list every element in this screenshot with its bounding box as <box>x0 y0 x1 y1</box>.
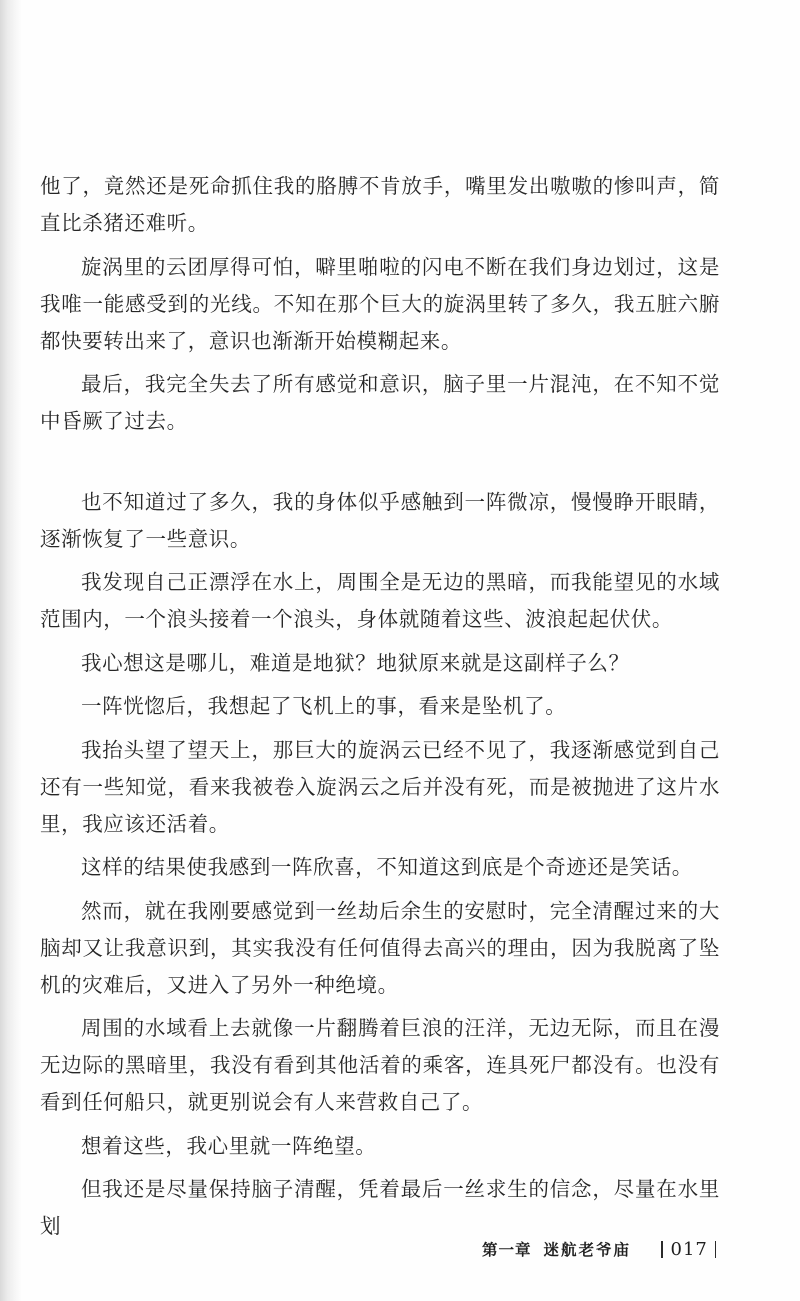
footer-divider-right <box>715 1241 717 1258</box>
page-gutter-shadow <box>0 0 22 1301</box>
paragraph-8: 我抬头望了望天上，那巨大的旋涡云已经不见了，我逐渐感觉到自己还有一些知觉，看来我被卷入旋涡云之后并没有死，而是被抛进了这片水里，我应该还活着。 <box>40 737 720 836</box>
paragraph-13: 但我还是尽量保持脑子清醒，凭着最后一丝求生的信念，尽量在水里划 <box>40 1177 720 1238</box>
section-break <box>40 447 720 484</box>
paragraph-7: 一阵恍惚后，我想起了飞机上的事，看来是坠机了。 <box>81 694 567 718</box>
page-number: 017 <box>670 1238 708 1260</box>
paragraph-5: 我发现自己正漂浮在水上，周围全是无边的黑暗，而我能望见的水域范围内，一个浪头接着一个浪头，身体就随着这些、波浪起起伏伏。 <box>40 570 720 631</box>
paragraph-9: 这样的结果使我感到一阵欣喜，不知道这到底是个奇迹还是笑话。 <box>81 855 693 879</box>
paragraph-10: 然而，就在我刚要感觉到一丝劫后余生的安慰时，完全清醒过来的大脑却又让我意识到，其实我没有任何值得去高兴的理由，因为我脱离了坠机的灾难后，又进入了另外一种绝境。 <box>40 898 720 997</box>
paragraph-11: 周围的水域看上去就像一片翻腾着巨浪的汪洋，无边无际，而且在漫无边际的黑暗里，我没有看到其他活着的乘客，连具死尸都没有。也没有看到任何船只，就更别说会有人来营救自己了。 <box>40 1016 720 1114</box>
body-text <box>40 168 720 1252</box>
paragraph-1: 他了，竟然还是死命抓住我的胳膊不肯放手，嘴里发出嗷嗷的惨叫声，简直比杀猪还难听。 <box>40 174 720 235</box>
paragraph-12: 想着这些，我心里就一阵绝望。 <box>81 1133 377 1158</box>
paragraph-2: 旋涡里的云团厚得可怕，噼里啪啦的闪电不断在我们身边划过，这是我唯一能感受到的光线。不知在那个巨大的旋涡里转了多久，我五脏六腑都快要转出来了，意识也渐渐开始模糊起来。 <box>40 254 720 353</box>
paragraph-4: 也不知道过了多久，我的身体似乎感触到一阵微凉，慢慢睁开眼睛，逐渐恢复了一些意识。 <box>40 489 720 551</box>
paragraph-6: 我心想这是哪儿，难道是地狱？地狱原来就是这副样子么？ <box>81 650 630 675</box>
chapter-label: 第一章 <box>482 1240 532 1259</box>
chapter-title: 迷航老爷庙 <box>543 1240 632 1259</box>
footer-divider-left <box>661 1241 663 1258</box>
running-footer <box>482 1236 716 1262</box>
paragraph-3: 最后，我完全失去了所有感觉和意识，脑子里一片混沌，在不知不觉中昏厥了过去。 <box>40 372 720 433</box>
